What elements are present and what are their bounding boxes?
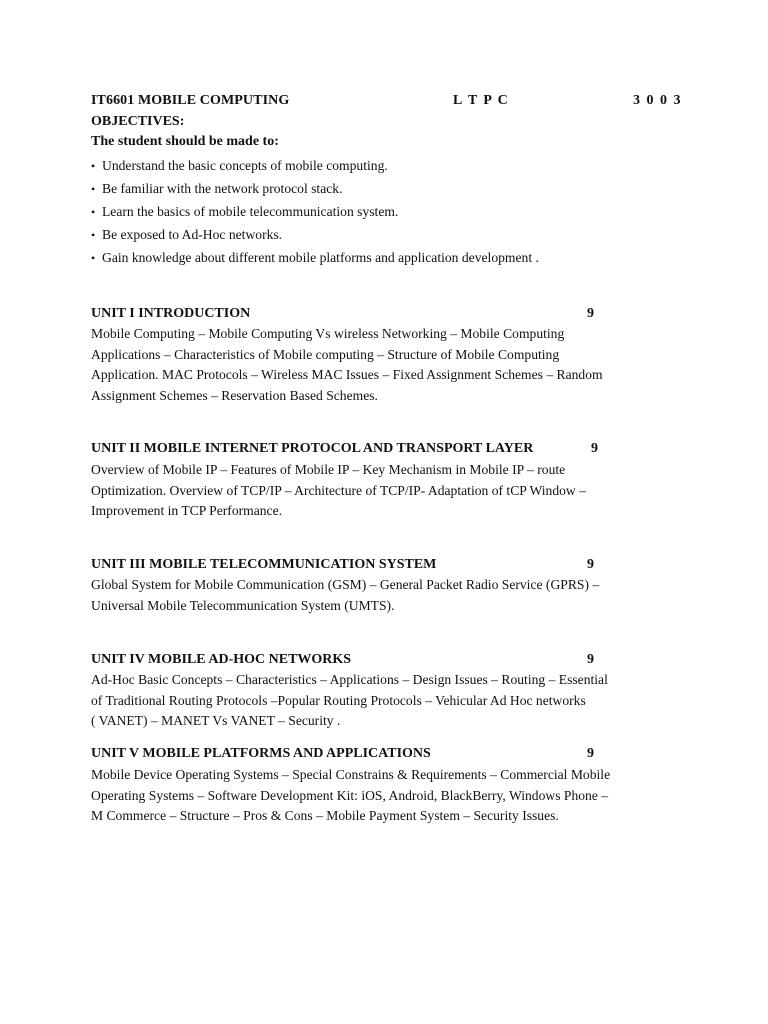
unit-3-heading — [91, 555, 681, 575]
objective-item: • Be exposed to Ad-Hoc networks. — [91, 225, 681, 248]
unit-hours: 9 — [587, 746, 594, 761]
bullet-icon: • — [91, 228, 96, 242]
bullet-icon: • — [91, 205, 96, 219]
unit-title: UNIT III MOBILE TELECOMMUNICATION SYSTEM — [91, 557, 437, 572]
unit-title: UNIT I INTRODUCTION — [91, 306, 251, 321]
unit-line: Global System for Mobile Communication (GSM) – General Packet Radio Service (GPRS) – — [91, 577, 600, 592]
objective-item: • Gain knowledge about different mobile platforms and application development . — [91, 248, 681, 271]
unit-2-heading — [91, 439, 681, 459]
unit-line: M Commerce – Structure – Pros & Cons – Mobile Payment System – Security Issues. — [91, 808, 559, 824]
unit-line: ( VANET) – MANET Vs VANET – Security . — [91, 713, 341, 729]
unit-hours: 9 — [587, 306, 594, 321]
credits-value: 3 0 0 3 — [633, 93, 682, 108]
unit-1-heading — [91, 304, 681, 324]
bullet-icon: • — [91, 159, 96, 173]
unit-line: Mobile Device Operating Systems – Special Constrains & Requirements – Commercial Mobile — [91, 767, 611, 782]
unit-line: Applications – Characteristics of Mobile computing – Structure of Mobile Computing — [91, 346, 560, 362]
objective-item: • Learn the basics of mobile telecommunication system. — [91, 202, 681, 225]
unit-line: Improvement in TCP Performance. — [91, 503, 283, 519]
unit-5-content — [91, 765, 681, 827]
unit-line: Ad-Hoc Basic Concepts – Characteristics – Applications – Design Issues – Routing – Essential — [91, 672, 608, 687]
unit-5-heading — [91, 744, 681, 764]
unit-hours: 9 — [587, 557, 594, 572]
unit-line: Assignment Schemes – Reservation Based Schemes. — [91, 388, 378, 404]
unit-line: of Traditional Routing Protocols –Popular Routing Protocols – Vehicular Ad Hoc networks — [91, 692, 586, 708]
unit-title: UNIT V MOBILE PLATFORMS AND APPLICATIONS — [91, 746, 431, 761]
unit-4-heading — [91, 650, 681, 670]
unit-line: Optimization. Overview of TCP/IP – Architecture of TCP/IP- Adaptation of tCP Window – — [91, 482, 586, 498]
objective-item: • Understand the basic concepts of mobile computing. — [91, 156, 681, 179]
unit-3-content — [91, 575, 681, 616]
unit-hours: 9 — [587, 652, 594, 667]
unit-title: UNIT IV MOBILE AD-HOC NETWORKS — [91, 652, 352, 667]
unit-line: Overview of Mobile IP – Features of Mobile IP – Key Mechanism in Mobile IP – route — [91, 462, 566, 477]
unit-2-content — [91, 460, 681, 522]
ltpc-label: L T P C — [453, 93, 510, 108]
unit-hours: 9 — [591, 441, 598, 456]
unit-line: Application. MAC Protocols – Wireless MAC Issues – Fixed Assignment Schemes – Random — [91, 367, 603, 383]
unit-4-content — [91, 670, 681, 732]
unit-line: Universal Mobile Telecommunication System (UMTS). — [91, 597, 395, 613]
bullet-icon: • — [91, 182, 96, 196]
unit-title: UNIT II MOBILE INTERNET PROTOCOL AND TRANSPORT LAYER — [91, 441, 534, 456]
course-header — [91, 93, 681, 113]
bullet-icon: • — [91, 251, 96, 265]
unit-1-content — [91, 324, 681, 407]
unit-line: Operating Systems – Software Development Kit: iOS, Android, BlackBerry, Windows Phone – — [91, 787, 609, 803]
objectives-intro: The student should be made to: — [91, 134, 279, 149]
objective-item: • Be familiar with the network protocol stack. — [91, 179, 681, 202]
objectives-heading: OBJECTIVES: — [91, 114, 185, 129]
unit-line: Mobile Computing – Mobile Computing Vs wireless Networking – Mobile Computing — [91, 326, 565, 341]
objectives-list — [91, 156, 681, 271]
course-title: IT6601 MOBILE COMPUTING — [91, 93, 290, 108]
